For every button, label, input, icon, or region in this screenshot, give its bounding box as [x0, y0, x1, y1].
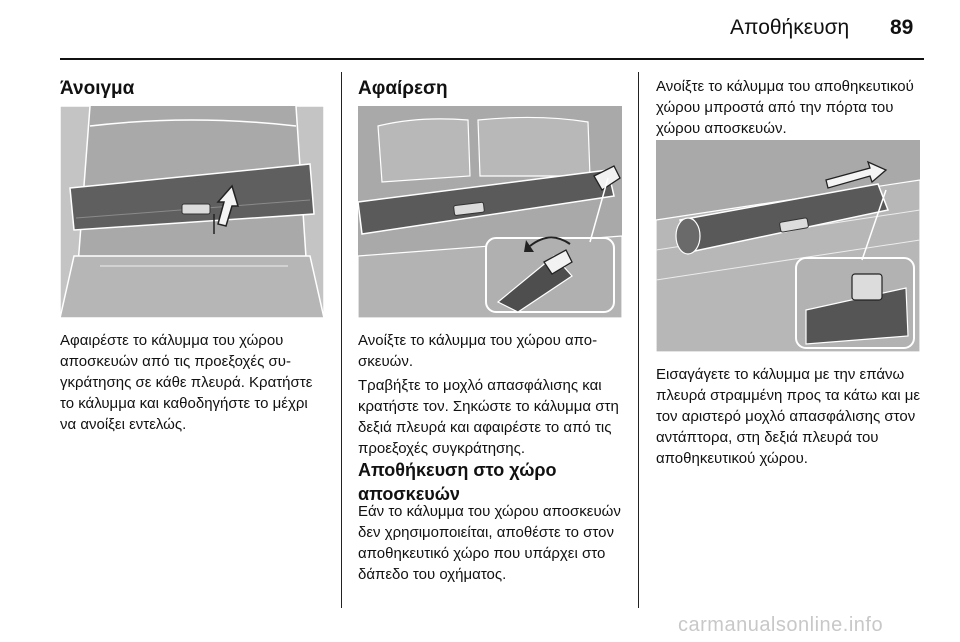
header-rule	[60, 58, 924, 60]
column-divider-right	[638, 72, 639, 608]
paragraph-removal-steps: Τραβήξτε το μοχλό απασφάλισης και κρατήστε τον. Σηκώστε το κάλυμμα στη δεξιά πλευρά και αφαιρέστε το από τις προεξοχές συγκράτησης.	[358, 377, 619, 457]
section-heading-opening: Άνοιγμα	[60, 78, 135, 99]
illustration-opening-cover	[60, 106, 324, 318]
paragraph-open-cover: Ανοίξτε το κάλυμμα του χώρου αποσκευών.	[358, 332, 598, 370]
page-number: 89	[890, 16, 914, 39]
paragraph-storage: Εάν το κάλυμμα του χώρου αποσκευών δεν χρησιμοποιείται, αποθέστε το στον αποθηκευτικό χώρο που υπάρχει στο δάπεδο του οχήματος.	[358, 503, 621, 583]
watermark: carmanualsonline.info	[678, 614, 884, 636]
illustration-storing-cover	[656, 140, 920, 352]
paragraph-open-compartment: Ανοίξτε το κάλυμμα του αποθηκευτικού χώρου μπροστά από την πόρτα του χώρου αποσκευών.	[656, 78, 914, 137]
paragraph-insert-cover: Εισαγάγετε το κάλυμμα με την επάνω πλευρά στραμμένη προς τα κάτω και με τον αριστερό μοχλό απασφάλισης στον αντάπτορα, στη δεξιά πλευρά του αποθηκευτικού χώρου.	[656, 366, 921, 467]
column-divider-left	[341, 72, 342, 608]
section-heading-removal: Αφαίρεση	[358, 78, 448, 99]
paragraph-opening: Αφαιρέστε το κάλυμμα του χώρου αποσκευών από τις προεξοχές συγκράτησης σε κάθε πλευρά. Κρατήστε το κάλυμμα και καθοδηγήστε το μέχρι να ανοίξει εντελώς.	[60, 332, 313, 433]
page-header-title: Αποθήκευση	[730, 16, 850, 39]
section-heading-storage: Αποθήκευση στο χώρο αποσκευών	[358, 460, 557, 504]
illustration-removing-cover	[358, 106, 622, 318]
